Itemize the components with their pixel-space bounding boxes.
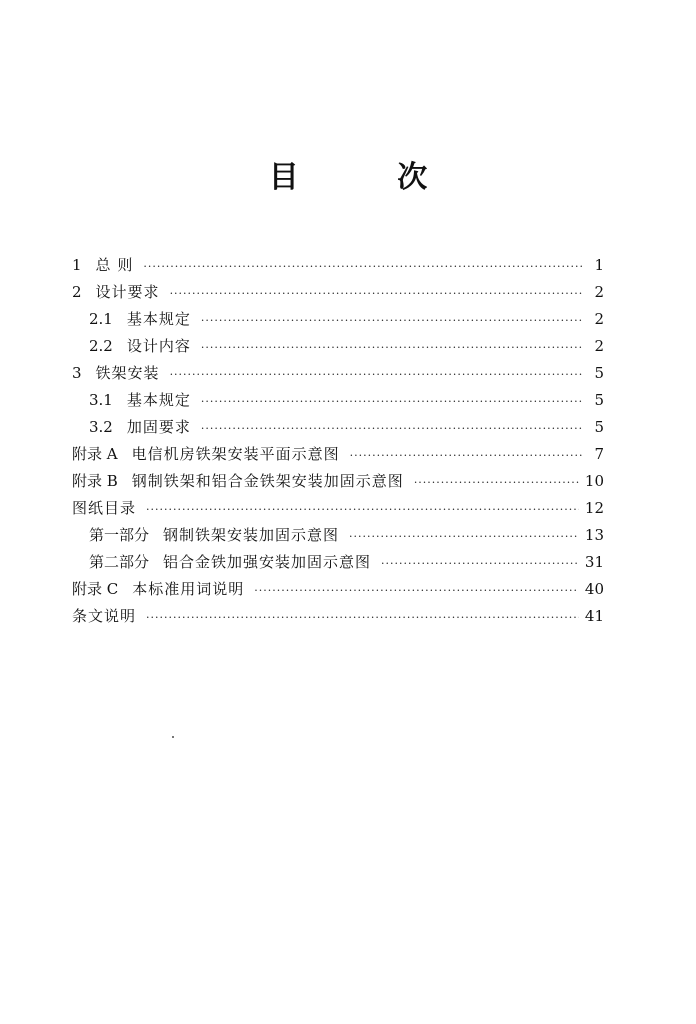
toc-number: 附录 C xyxy=(72,580,119,598)
dot-leader xyxy=(201,388,584,415)
toc-number: 2.1 xyxy=(89,310,113,328)
toc-number: 3.2 xyxy=(89,418,113,436)
scan-speck xyxy=(172,736,174,738)
page-title: 目 次 xyxy=(268,160,472,195)
dot-leader xyxy=(170,361,584,388)
toc-page-number: 41 xyxy=(584,607,604,625)
toc-page-number: 1 xyxy=(594,256,604,274)
toc-title: 条文说明 xyxy=(72,607,137,625)
toc-entry xyxy=(72,576,604,603)
toc-title: 图纸目录 xyxy=(72,499,137,517)
toc-number: 附录 B xyxy=(72,472,118,490)
toc-number: 附录 A xyxy=(72,445,118,463)
toc-entry xyxy=(72,414,604,441)
toc-title: 设计要求 xyxy=(95,283,160,301)
toc-title: 钢制铁架安装加固示意图 xyxy=(163,526,340,544)
toc-entry xyxy=(72,360,604,387)
toc-title: 铝合金铁加强安装加固示意图 xyxy=(163,553,372,571)
toc-entry xyxy=(72,522,604,549)
toc-number: 第二部分 xyxy=(89,553,150,571)
toc-entry xyxy=(72,306,604,333)
toc-entry xyxy=(72,441,604,468)
toc-number: 第一部分 xyxy=(89,526,150,544)
toc-title: 铁架安装 xyxy=(95,364,160,382)
dot-leader xyxy=(143,253,584,280)
toc-entry xyxy=(72,603,604,630)
toc-page-number: 5 xyxy=(594,418,604,436)
dot-leader xyxy=(146,604,579,631)
toc-number: 2 xyxy=(72,283,82,301)
dot-leader xyxy=(201,307,584,334)
dot-leader xyxy=(254,577,579,604)
toc-title: 基本规定 xyxy=(126,391,191,409)
toc-list xyxy=(72,252,604,630)
toc-entry xyxy=(72,468,604,495)
toc-page-number: 2 xyxy=(594,337,604,355)
toc-entry xyxy=(72,333,604,360)
toc-title: 钢制铁架和铝合金铁架安装加固示意图 xyxy=(131,472,404,490)
dot-leader xyxy=(350,442,584,469)
toc-entry xyxy=(72,495,604,522)
toc-title: 设计内容 xyxy=(126,337,191,355)
toc-page-number: 2 xyxy=(594,310,604,328)
toc-number: 2.2 xyxy=(89,337,113,355)
dot-leader xyxy=(170,280,584,307)
toc-page-number: 2 xyxy=(594,283,604,301)
toc-entry xyxy=(72,252,604,279)
toc-entry xyxy=(72,279,604,306)
dot-leader xyxy=(349,523,579,550)
toc-title: 总 则 xyxy=(95,256,134,274)
toc-number: 3 xyxy=(72,364,82,382)
dot-leader xyxy=(146,496,579,523)
toc-title: 本标准用词说明 xyxy=(132,580,245,598)
toc-number: 1 xyxy=(72,256,82,274)
dot-leader xyxy=(201,334,584,361)
toc-page-number: 5 xyxy=(594,391,604,409)
toc-page-number: 12 xyxy=(584,499,604,517)
toc-page-number: 5 xyxy=(594,364,604,382)
toc-number: 3.1 xyxy=(89,391,113,409)
toc-entry xyxy=(72,549,604,576)
toc-title: 电信机房铁架安装平面示意图 xyxy=(131,445,340,463)
dot-leader xyxy=(381,550,579,577)
toc-title: 基本规定 xyxy=(126,310,191,328)
toc-entry xyxy=(72,387,604,414)
dot-leader xyxy=(414,469,579,496)
toc-page-number: 10 xyxy=(584,472,604,490)
toc-page-number: 13 xyxy=(584,526,604,544)
toc-page-number: 7 xyxy=(594,445,604,463)
toc-page-number: 31 xyxy=(584,553,604,571)
toc-page-number: 40 xyxy=(584,580,604,598)
dot-leader xyxy=(201,415,584,442)
toc-title: 加固要求 xyxy=(126,418,191,436)
